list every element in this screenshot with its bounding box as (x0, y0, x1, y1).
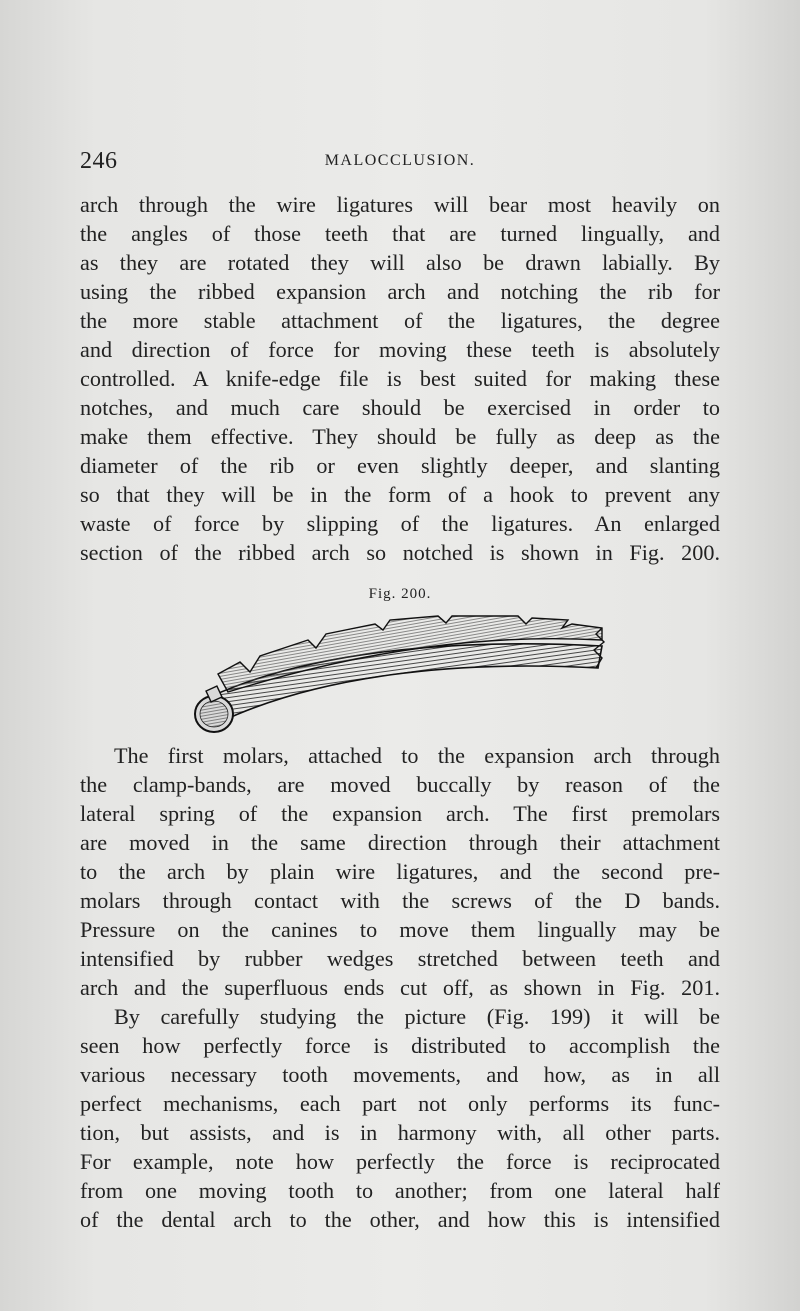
text-line: arch and the superfluous ends cut off, as shown in Fig. 201. (80, 975, 720, 1000)
text-line: controlled. A knife-edge file is best suited for making these (80, 366, 720, 391)
text-line: of the dental arch to the other, and how this is intensified (80, 1207, 720, 1232)
text-line: so that they will be in the form of a hook to prevent any (80, 482, 720, 507)
text-line: For example, note how perfectly the force is reciprocated (80, 1149, 720, 1174)
text-line: diameter of the rib or even slightly deeper, and slanting (80, 453, 720, 478)
text-line: waste of force by slipping of the ligatures. An enlarged (80, 511, 720, 536)
text-line: intensified by rubber wedges stretched between teeth and (80, 946, 720, 971)
paragraph-2 (80, 741, 720, 1002)
text-line: the more stable attachment of the ligatures, the degree (80, 308, 720, 333)
page-header (80, 148, 720, 182)
running-title: MALOCCLUSION. (324, 152, 476, 169)
text-line: Pressure on the canines to move them lingually may be (80, 917, 720, 942)
page-number: 246 (80, 148, 118, 174)
text-line: arch through the wire ligatures will bear most heavily on (80, 192, 720, 217)
text-line: By carefully studying the picture (Fig. 199) it will be (114, 1004, 720, 1029)
text-line: various necessary tooth movements, and how, as in all (80, 1062, 720, 1087)
text-line: the angles of those teeth that are turned lingually, and (80, 221, 720, 246)
text-line: notches, and much care should be exercised in order to (80, 395, 720, 420)
text-line: from one moving tooth to another; from one lateral half (80, 1178, 720, 1203)
text-line: lateral spring of the expansion arch. The first premolars (80, 801, 720, 826)
text-line: section of the ribbed arch so notched is shown in Fig. 200. (80, 540, 720, 565)
figure-caption: Fig. 200. (368, 586, 432, 602)
text-line: are moved in the same direction through their attachment (80, 830, 720, 855)
text-line: to the arch by plain wire ligatures, and the second pre- (80, 859, 720, 884)
paragraph-3 (80, 1002, 720, 1234)
text-line: as they are rotated they will also be drawn labially. By (80, 250, 720, 275)
text-line: make them effective. They should be fully as deep as the (80, 424, 720, 449)
text-line: the clamp-bands, are moved buccally by reason of the (80, 772, 720, 797)
paragraph-1 (80, 190, 720, 567)
ribbed-arch-illustration (190, 604, 620, 736)
text-line: perfect mechanisms, each part not only performs its func- (80, 1091, 720, 1116)
text-line: using the ribbed expansion arch and notching the rib for (80, 279, 720, 304)
text-line: tion, but assists, and is in harmony with, all other parts. (80, 1120, 720, 1145)
text-line: molars through contact with the screws of the D bands. (80, 888, 720, 913)
text-line: and direction of force for moving these teeth is absolutely (80, 337, 720, 362)
text-line: The first molars, attached to the expansion arch through (114, 743, 720, 768)
text-line: seen how perfectly force is distributed to accomplish the (80, 1033, 720, 1058)
